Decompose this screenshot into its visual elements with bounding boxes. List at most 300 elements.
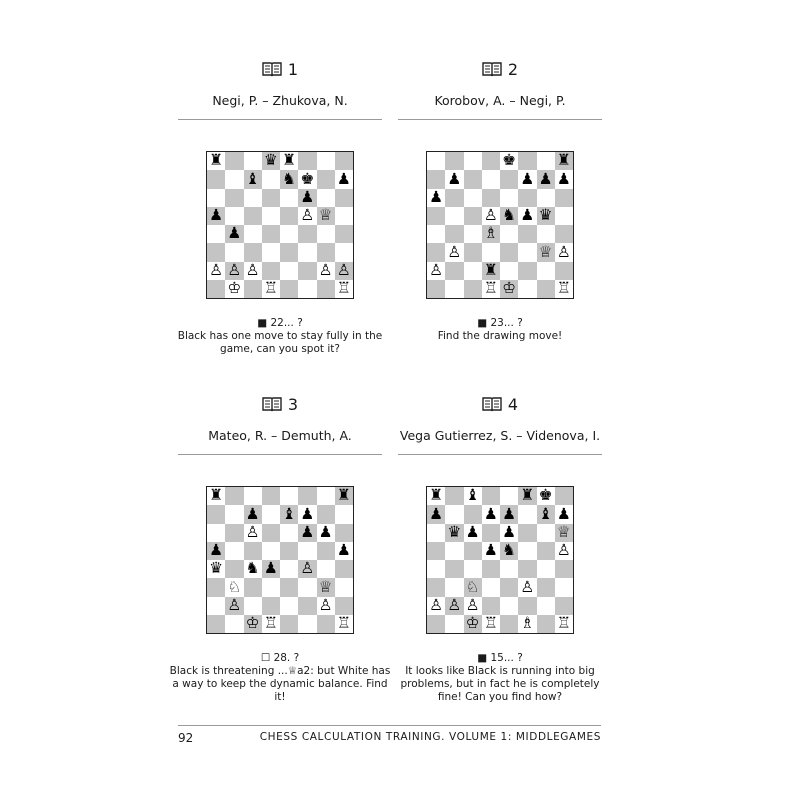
square-h8 [555, 487, 573, 505]
square-c2 [464, 597, 482, 615]
square-f6 [298, 524, 316, 542]
square-e7 [280, 170, 298, 188]
white-rook-icon: ♖ [263, 614, 278, 633]
square-e6 [280, 524, 298, 542]
puzzle-header [398, 392, 602, 416]
square-c6 [244, 189, 262, 207]
square-g8 [537, 487, 555, 505]
players: Korobov, A. – Negi, P. [434, 93, 566, 108]
square-c3 [244, 243, 262, 261]
white-pawn-icon: ♙ [336, 260, 351, 279]
square-g2 [317, 597, 335, 615]
square-e8 [500, 152, 518, 170]
white-pawn-icon: ♙ [245, 260, 260, 279]
puzzle-number: 2 [507, 59, 519, 79]
puzzle-text: Black has one move to stay fully in the game, can you spot it? [177, 330, 383, 355]
white-rook-icon: ♖ [336, 279, 351, 298]
square-f6 [518, 189, 536, 207]
square-c3 [244, 578, 262, 596]
square-b2 [225, 597, 243, 615]
square-c3 [464, 578, 482, 596]
players: Mateo, R. – Demuth, A. [208, 428, 352, 443]
square-c4 [464, 560, 482, 578]
square-h7 [335, 170, 353, 188]
square-a8 [207, 487, 225, 505]
white-rook-icon: ♖ [336, 614, 351, 633]
square-c1 [244, 615, 262, 633]
square-g6 [537, 189, 555, 207]
square-g6 [537, 524, 555, 542]
black-pawn-icon: ♟ [209, 206, 224, 225]
square-h7 [555, 170, 573, 188]
square-g8 [537, 152, 555, 170]
square-b8 [225, 487, 243, 505]
square-e6 [500, 524, 518, 542]
square-e5 [500, 207, 518, 225]
square-a3 [427, 578, 445, 596]
square-a8 [427, 152, 445, 170]
square-d7 [482, 505, 500, 523]
square-a6 [207, 189, 225, 207]
square-h3 [555, 578, 573, 596]
black-pawn-icon: ♟ [336, 541, 351, 560]
square-b8 [445, 152, 463, 170]
square-c7 [464, 170, 482, 188]
puzzle-number: 3 [287, 394, 299, 414]
square-f7 [518, 170, 536, 188]
square-d1 [482, 615, 500, 633]
white-rook-icon: ♖ [483, 614, 498, 633]
square-h5 [335, 542, 353, 560]
book-icon [262, 61, 282, 77]
square-a5 [427, 207, 445, 225]
white-pawn-icon: ♙ [300, 559, 315, 578]
white-rook-icon: ♖ [556, 614, 571, 633]
black-pawn-icon: ♟ [483, 504, 498, 523]
square-f4 [298, 225, 316, 243]
black-knight-icon: ♞ [245, 559, 260, 578]
square-d8 [262, 152, 280, 170]
white-pawn-icon: ♙ [318, 595, 333, 614]
square-d2 [482, 597, 500, 615]
square-c2 [464, 262, 482, 280]
square-h6 [335, 189, 353, 207]
square-c5 [244, 207, 262, 225]
square-f4 [518, 560, 536, 578]
square-h4 [335, 225, 353, 243]
white-pawn-icon: ♙ [556, 541, 571, 560]
square-g3 [537, 578, 555, 596]
square-f7 [518, 505, 536, 523]
square-f8 [298, 487, 316, 505]
white-pawn-icon: ♙ [227, 260, 242, 279]
square-d3 [482, 243, 500, 261]
black-knight-icon: ♞ [282, 169, 297, 188]
white-pawn-icon: ♙ [300, 206, 315, 225]
square-a5 [427, 542, 445, 560]
black-bishop-icon: ♝ [282, 504, 297, 523]
white-rook-icon: ♖ [263, 279, 278, 298]
square-b4 [225, 560, 243, 578]
square-d1 [482, 280, 500, 298]
white-pawn-icon: ♙ [520, 577, 535, 596]
chessboard [206, 486, 354, 634]
white-king-icon: ♔ [227, 279, 242, 298]
players: Negi, P. – Zhukova, N. [212, 93, 348, 108]
square-b4 [445, 225, 463, 243]
square-d7 [262, 170, 280, 188]
square-c8 [244, 152, 262, 170]
square-e4 [280, 225, 298, 243]
square-e7 [280, 505, 298, 523]
square-e3 [280, 243, 298, 261]
divider [398, 119, 602, 120]
square-b1 [445, 280, 463, 298]
square-b7 [445, 505, 463, 523]
white-pawn-icon: ♙ [483, 206, 498, 225]
puzzle-prompt [168, 652, 392, 704]
square-g8 [317, 487, 335, 505]
square-b7 [445, 170, 463, 188]
square-c4 [244, 560, 262, 578]
square-a2 [427, 262, 445, 280]
white-knight-icon: ♘ [227, 577, 242, 596]
square-c1 [464, 615, 482, 633]
square-h2 [335, 597, 353, 615]
square-h2 [555, 262, 573, 280]
square-b6 [445, 524, 463, 542]
square-b5 [225, 207, 243, 225]
white-pawn-icon: ♙ [429, 260, 444, 279]
side-to-move: ■ 22... ? [257, 317, 303, 329]
square-a6 [427, 524, 445, 542]
puzzle-prompt [168, 317, 392, 356]
puzzle-text: Find the drawing move! [437, 330, 563, 342]
square-d4 [262, 560, 280, 578]
square-a2 [207, 262, 225, 280]
square-e4 [280, 560, 298, 578]
black-pawn-icon: ♟ [538, 169, 553, 188]
square-a2 [207, 597, 225, 615]
square-a1 [207, 615, 225, 633]
square-a4 [207, 225, 225, 243]
square-h4 [335, 560, 353, 578]
square-f1 [518, 280, 536, 298]
square-f5 [298, 542, 316, 560]
square-e2 [280, 262, 298, 280]
white-king-icon: ♔ [502, 279, 517, 298]
square-a1 [427, 615, 445, 633]
black-pawn-icon: ♟ [300, 522, 315, 541]
black-pawn-icon: ♟ [300, 187, 315, 206]
black-rook-icon: ♜ [520, 486, 535, 505]
divider [178, 119, 382, 120]
black-queen-icon: ♛ [263, 151, 278, 170]
square-g2 [317, 262, 335, 280]
white-pawn-icon: ♙ [447, 242, 462, 261]
square-e2 [500, 262, 518, 280]
square-e5 [280, 207, 298, 225]
black-pawn-icon: ♟ [520, 169, 535, 188]
square-e1 [500, 280, 518, 298]
square-g1 [317, 280, 335, 298]
square-d4 [262, 225, 280, 243]
running-title: CHESS CALCULATION TRAINING. VOLUME 1: MIDDLEGAMES [259, 731, 601, 743]
square-d6 [262, 524, 280, 542]
square-c8 [244, 487, 262, 505]
book-icon [482, 61, 502, 77]
square-c5 [464, 542, 482, 560]
white-pawn-icon: ♙ [227, 595, 242, 614]
white-rook-icon: ♖ [483, 279, 498, 298]
square-f8 [298, 152, 316, 170]
square-h5 [555, 207, 573, 225]
side-to-move: ■ 15... ? [477, 652, 523, 664]
square-c1 [244, 280, 262, 298]
square-f4 [298, 560, 316, 578]
square-b2 [445, 262, 463, 280]
square-d2 [262, 262, 280, 280]
square-h6 [555, 189, 573, 207]
square-f6 [518, 524, 536, 542]
square-f2 [518, 597, 536, 615]
square-c2 [244, 262, 262, 280]
black-pawn-icon: ♟ [227, 224, 242, 243]
square-f2 [518, 262, 536, 280]
book-icon [482, 396, 502, 412]
square-a3 [207, 578, 225, 596]
square-c4 [244, 225, 262, 243]
puzzle-header [178, 57, 382, 81]
black-king-icon: ♚ [300, 169, 315, 188]
square-d4 [482, 225, 500, 243]
black-pawn-icon: ♟ [429, 187, 444, 206]
square-g5 [317, 542, 335, 560]
square-f5 [518, 207, 536, 225]
square-c1 [464, 280, 482, 298]
black-king-icon: ♚ [502, 151, 517, 170]
square-d5 [482, 542, 500, 560]
square-a7 [207, 170, 225, 188]
puzzle-header [178, 392, 382, 416]
square-f3 [298, 243, 316, 261]
square-h1 [335, 280, 353, 298]
divider [398, 454, 602, 455]
square-h2 [335, 262, 353, 280]
square-d5 [482, 207, 500, 225]
square-b1 [225, 615, 243, 633]
square-f3 [298, 578, 316, 596]
square-f1 [298, 615, 316, 633]
black-pawn-icon: ♟ [502, 504, 517, 523]
white-pawn-icon: ♙ [556, 242, 571, 261]
puzzle-text: It looks like Black is running into big problems, but in fact he is completely fine! Can you find how? [400, 665, 600, 703]
square-g5 [317, 207, 335, 225]
square-c5 [244, 542, 262, 560]
white-king-icon: ♔ [465, 614, 480, 633]
white-bishop-icon: ♗ [520, 614, 535, 633]
black-knight-icon: ♞ [502, 206, 517, 225]
black-bishop-icon: ♝ [538, 504, 553, 523]
square-d2 [262, 597, 280, 615]
square-c4 [464, 225, 482, 243]
square-e3 [500, 243, 518, 261]
white-pawn-icon: ♙ [245, 522, 260, 541]
square-g3 [317, 243, 335, 261]
square-h6 [555, 524, 573, 542]
square-b1 [225, 280, 243, 298]
square-d1 [262, 280, 280, 298]
square-c5 [464, 207, 482, 225]
black-pawn-icon: ♟ [318, 522, 333, 541]
square-f7 [298, 170, 316, 188]
black-pawn-icon: ♟ [429, 504, 444, 523]
black-king-icon: ♚ [538, 486, 553, 505]
square-b4 [225, 225, 243, 243]
square-g6 [317, 524, 335, 542]
square-h8 [555, 152, 573, 170]
square-h3 [335, 243, 353, 261]
square-c8 [464, 487, 482, 505]
square-a7 [207, 505, 225, 523]
puzzle-text: Black is threatening ...♕a2: but White has a way to keep the dynamic balance. Find it! [169, 665, 391, 703]
black-rook-icon: ♜ [556, 151, 571, 170]
square-b5 [445, 542, 463, 560]
black-pawn-icon: ♟ [263, 559, 278, 578]
square-f2 [298, 262, 316, 280]
white-queen-icon: ♕ [318, 206, 333, 225]
square-d6 [482, 524, 500, 542]
square-a2 [427, 597, 445, 615]
square-e7 [500, 170, 518, 188]
black-rook-icon: ♜ [483, 260, 498, 279]
square-f8 [518, 487, 536, 505]
square-a6 [207, 524, 225, 542]
square-e1 [500, 615, 518, 633]
square-g8 [317, 152, 335, 170]
white-knight-icon: ♘ [465, 577, 480, 596]
black-pawn-icon: ♟ [556, 169, 571, 188]
square-d8 [482, 152, 500, 170]
square-h3 [335, 578, 353, 596]
black-pawn-icon: ♟ [336, 169, 351, 188]
square-c6 [464, 524, 482, 542]
square-b3 [225, 243, 243, 261]
puzzle-header [398, 57, 602, 81]
black-rook-icon: ♜ [429, 486, 444, 505]
square-h6 [335, 524, 353, 542]
square-h1 [335, 615, 353, 633]
square-g5 [537, 542, 555, 560]
square-g4 [537, 560, 555, 578]
puzzle-prompt [388, 317, 612, 343]
square-g6 [317, 189, 335, 207]
square-g7 [537, 170, 555, 188]
square-c8 [464, 152, 482, 170]
square-c7 [244, 505, 262, 523]
white-queen-icon: ♕ [538, 242, 553, 261]
square-h8 [335, 152, 353, 170]
square-a4 [427, 560, 445, 578]
square-h1 [555, 615, 573, 633]
square-b3 [445, 578, 463, 596]
square-b8 [445, 487, 463, 505]
square-g4 [317, 225, 335, 243]
square-c3 [464, 243, 482, 261]
square-h2 [555, 597, 573, 615]
square-d8 [482, 487, 500, 505]
square-f5 [518, 542, 536, 560]
square-c6 [464, 189, 482, 207]
square-e6 [280, 189, 298, 207]
black-pawn-icon: ♟ [245, 504, 260, 523]
square-e1 [280, 615, 298, 633]
square-a3 [207, 243, 225, 261]
black-pawn-icon: ♟ [447, 169, 462, 188]
square-f1 [518, 615, 536, 633]
black-queen-icon: ♛ [447, 522, 462, 541]
side-to-move: ☐ 28. ? [260, 652, 300, 664]
square-f1 [298, 280, 316, 298]
square-h5 [335, 207, 353, 225]
black-bishop-icon: ♝ [465, 486, 480, 505]
side-to-move: ■ 23... ? [477, 317, 523, 329]
square-e6 [500, 189, 518, 207]
white-pawn-icon: ♙ [209, 260, 224, 279]
square-a7 [427, 505, 445, 523]
square-d7 [482, 170, 500, 188]
square-e8 [280, 487, 298, 505]
square-e4 [500, 560, 518, 578]
chessboard [426, 151, 574, 299]
square-f7 [298, 505, 316, 523]
black-rook-icon: ♜ [282, 151, 297, 170]
square-f5 [298, 207, 316, 225]
black-pawn-icon: ♟ [483, 541, 498, 560]
square-a5 [207, 207, 225, 225]
square-e5 [280, 542, 298, 560]
square-f3 [518, 578, 536, 596]
players: Vega Gutierrez, S. – Videnova, I. [399, 428, 601, 443]
square-g3 [537, 243, 555, 261]
page-number: 92 [178, 731, 194, 745]
square-e4 [500, 225, 518, 243]
square-h5 [555, 542, 573, 560]
square-b6 [225, 524, 243, 542]
square-a7 [427, 170, 445, 188]
square-g7 [537, 505, 555, 523]
white-rook-icon: ♖ [556, 279, 571, 298]
square-b2 [225, 262, 243, 280]
chessboard [206, 151, 354, 299]
square-a8 [427, 487, 445, 505]
square-c7 [464, 505, 482, 523]
white-queen-icon: ♕ [556, 522, 571, 541]
square-a1 [207, 280, 225, 298]
square-g1 [537, 615, 555, 633]
puzzle-number: 1 [287, 59, 299, 79]
square-h4 [555, 225, 573, 243]
square-b4 [445, 560, 463, 578]
square-e7 [500, 505, 518, 523]
square-g7 [317, 505, 335, 523]
square-f8 [518, 152, 536, 170]
square-f4 [518, 225, 536, 243]
black-rook-icon: ♜ [209, 486, 224, 505]
square-a3 [427, 243, 445, 261]
square-b7 [225, 505, 243, 523]
square-g1 [317, 615, 335, 633]
